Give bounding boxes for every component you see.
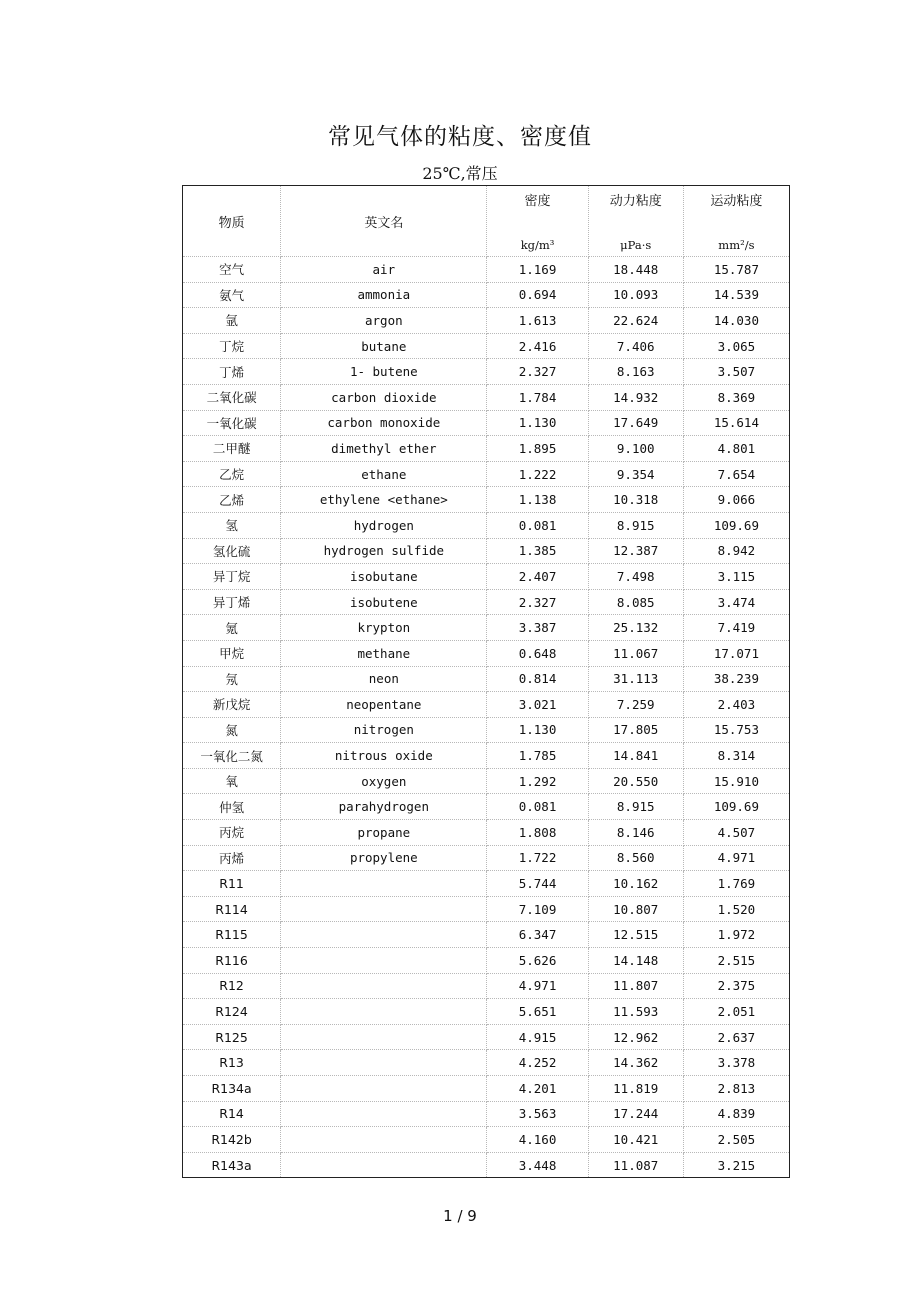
cell-dynamic-viscosity: 10.093 [588,282,683,308]
page-number: 1 / 9 [443,1207,477,1225]
cell-dynamic-viscosity: 17.244 [588,1101,683,1127]
cell-density: 0.648 [487,640,588,666]
cell-kinematic-viscosity: 8.314 [683,743,789,769]
cell-density: 3.448 [487,1152,588,1178]
cell-english-name [281,999,487,1025]
cell-dynamic-viscosity: 8.915 [588,794,683,820]
gas-properties-table [182,185,790,1178]
cell-dynamic-viscosity: 14.841 [588,743,683,769]
cell-density: 1.722 [487,845,588,871]
cell-kinematic-viscosity: 7.419 [683,615,789,641]
cell-dynamic-viscosity: 7.498 [588,564,683,590]
cell-kinematic-viscosity: 2.375 [683,973,789,999]
cell-dynamic-viscosity: 11.807 [588,973,683,999]
cell-dynamic-viscosity: 12.387 [588,538,683,564]
cell-dynamic-viscosity: 7.259 [588,692,683,718]
cell-kinematic-viscosity: 3.507 [683,359,789,385]
cell-kinematic-viscosity: 2.051 [683,999,789,1025]
cell-density: 3.387 [487,615,588,641]
cell-kinematic-viscosity: 38.239 [683,666,789,692]
cell-english-name: nitrous oxide [281,743,487,769]
cell-dynamic-viscosity: 10.318 [588,487,683,513]
cell-density: 1.292 [487,768,588,794]
table-row [183,487,790,513]
table-row [183,768,790,794]
table-row [183,1101,790,1127]
cell-kinematic-viscosity: 109.69 [683,794,789,820]
cell-substance: 新戊烷 [183,692,281,718]
table-row [183,359,790,385]
cell-english-name: hydrogen sulfide [281,538,487,564]
cell-dynamic-viscosity: 17.649 [588,410,683,436]
cell-substance: R124 [183,999,281,1025]
cell-dynamic-viscosity: 10.807 [588,896,683,922]
table-row [183,922,790,948]
cell-kinematic-viscosity: 3.065 [683,333,789,359]
table-row [183,794,790,820]
cell-density: 0.081 [487,794,588,820]
cell-english-name [281,973,487,999]
cell-substance: 一氧化二氮 [183,743,281,769]
cell-english-name: oxygen [281,768,487,794]
cell-dynamic-viscosity: 8.560 [588,845,683,871]
table-row [183,615,790,641]
cell-substance: 二甲醚 [183,436,281,462]
cell-density: 1.613 [487,308,588,334]
cell-dynamic-viscosity: 25.132 [588,615,683,641]
cell-substance: 氢 [183,512,281,538]
cell-substance: 丙烷 [183,820,281,846]
cell-kinematic-viscosity: 15.787 [683,257,789,283]
cell-english-name: air [281,257,487,283]
cell-english-name: butane [281,333,487,359]
cell-dynamic-viscosity: 18.448 [588,257,683,283]
cell-substance: 氮 [183,717,281,743]
cell-kinematic-viscosity: 14.539 [683,282,789,308]
cell-kinematic-viscosity: 7.654 [683,461,789,487]
cell-substance: 异丁烷 [183,564,281,590]
table-row [183,820,790,846]
cell-substance: 氪 [183,615,281,641]
cell-kinematic-viscosity: 4.507 [683,820,789,846]
cell-substance: R116 [183,948,281,974]
header-substance: 物质 [183,186,281,257]
cell-english-name: ethylene <ethane> [281,487,487,513]
cell-kinematic-viscosity: 4.801 [683,436,789,462]
cell-kinematic-viscosity: 2.505 [683,1127,789,1153]
cell-density: 0.814 [487,666,588,692]
cell-density: 2.327 [487,359,588,385]
cell-substance: R115 [183,922,281,948]
cell-substance: R13 [183,1050,281,1076]
table-row [183,896,790,922]
cell-substance: 甲烷 [183,640,281,666]
table-row [183,717,790,743]
cell-substance: 乙烷 [183,461,281,487]
cell-substance: 一氧化碳 [183,410,281,436]
cell-dynamic-viscosity: 8.085 [588,589,683,615]
cell-density: 1.130 [487,717,588,743]
table-row [183,640,790,666]
table-row [183,461,790,487]
cell-density: 4.160 [487,1127,588,1153]
cell-english-name: dimethyl ether [281,436,487,462]
cell-substance: 氧 [183,768,281,794]
cell-dynamic-viscosity: 14.932 [588,384,683,410]
cell-substance: R114 [183,896,281,922]
cell-density: 4.201 [487,1076,588,1102]
cell-dynamic-viscosity: 11.067 [588,640,683,666]
table-body [183,257,790,1178]
header-density-label: 密度 [524,194,551,209]
cell-english-name: neopentane [281,692,487,718]
table-row [183,1152,790,1178]
table-header-row [183,186,790,257]
table-row [183,666,790,692]
cell-kinematic-viscosity: 4.971 [683,845,789,871]
cell-english-name [281,1152,487,1178]
cell-substance: 空气 [183,257,281,283]
table-row [183,743,790,769]
cell-dynamic-viscosity: 17.805 [588,717,683,743]
table-row [183,333,790,359]
header-kinematic-viscosity [683,186,789,257]
table-row [183,845,790,871]
cell-dynamic-viscosity: 8.915 [588,512,683,538]
table-row [183,1076,790,1102]
cell-density: 3.021 [487,692,588,718]
header-kinematic-viscosity-unit: mm²/s [718,238,755,252]
cell-substance: 丙烯 [183,845,281,871]
cell-english-name [281,922,487,948]
cell-substance: R14 [183,1101,281,1127]
cell-english-name: isobutane [281,564,487,590]
cell-english-name [281,896,487,922]
cell-english-name: argon [281,308,487,334]
cell-substance: 乙烯 [183,487,281,513]
table-row [183,257,790,283]
document-title: 常见气体的粘度、密度值 [328,124,592,150]
document-subtitle: 25℃,常压 [422,164,498,183]
cell-substance: R143a [183,1152,281,1178]
table-row [183,1127,790,1153]
header-density-unit: kg/m³ [520,238,555,252]
cell-dynamic-viscosity: 14.362 [588,1050,683,1076]
cell-density: 2.327 [487,589,588,615]
header-density [487,186,588,257]
cell-english-name [281,871,487,897]
cell-english-name: carbon dioxide [281,384,487,410]
cell-english-name: propane [281,820,487,846]
cell-english-name [281,1127,487,1153]
cell-density: 1.808 [487,820,588,846]
cell-density: 2.407 [487,564,588,590]
cell-substance: 丁烯 [183,359,281,385]
cell-density: 1.385 [487,538,588,564]
cell-kinematic-viscosity: 15.910 [683,768,789,794]
table-row [183,973,790,999]
table-row [183,512,790,538]
table-row [183,999,790,1025]
cell-kinematic-viscosity: 1.972 [683,922,789,948]
cell-density: 1.138 [487,487,588,513]
cell-dynamic-viscosity: 14.148 [588,948,683,974]
header-english-name: 英文名 [281,186,487,257]
cell-english-name [281,1101,487,1127]
cell-substance: 氢化硫 [183,538,281,564]
cell-english-name [281,948,487,974]
cell-kinematic-viscosity: 3.474 [683,589,789,615]
cell-dynamic-viscosity: 10.421 [588,1127,683,1153]
cell-substance: 二氧化碳 [183,384,281,410]
cell-kinematic-viscosity: 2.637 [683,1024,789,1050]
cell-density: 1.169 [487,257,588,283]
table-row [183,538,790,564]
cell-kinematic-viscosity: 2.813 [683,1076,789,1102]
cell-kinematic-viscosity: 109.69 [683,512,789,538]
cell-kinematic-viscosity: 4.839 [683,1101,789,1127]
cell-density: 1.895 [487,436,588,462]
cell-kinematic-viscosity: 15.614 [683,410,789,436]
cell-kinematic-viscosity: 15.753 [683,717,789,743]
cell-english-name: ethane [281,461,487,487]
cell-density: 1.784 [487,384,588,410]
cell-density: 2.416 [487,333,588,359]
header-kinematic-viscosity-label: 运动粘度 [710,194,763,209]
cell-density: 7.109 [487,896,588,922]
cell-density: 5.651 [487,999,588,1025]
cell-english-name: neon [281,666,487,692]
cell-density: 6.347 [487,922,588,948]
cell-substance: R11 [183,871,281,897]
cell-dynamic-viscosity: 10.162 [588,871,683,897]
table-row [183,282,790,308]
cell-dynamic-viscosity: 22.624 [588,308,683,334]
cell-substance: 氖 [183,666,281,692]
cell-english-name: ammonia [281,282,487,308]
cell-english-name: carbon monoxide [281,410,487,436]
cell-kinematic-viscosity: 2.515 [683,948,789,974]
table-row [183,564,790,590]
cell-substance: R142b [183,1127,281,1153]
cell-dynamic-viscosity: 31.113 [588,666,683,692]
cell-substance: 氩 [183,308,281,334]
cell-dynamic-viscosity: 7.406 [588,333,683,359]
header-dynamic-viscosity-label: 动力粘度 [609,194,662,209]
table-row [183,589,790,615]
cell-english-name: propylene [281,845,487,871]
table-row [183,1024,790,1050]
cell-density: 4.252 [487,1050,588,1076]
cell-kinematic-viscosity: 3.378 [683,1050,789,1076]
table-row [183,948,790,974]
table-row [183,692,790,718]
cell-kinematic-viscosity: 1.769 [683,871,789,897]
cell-english-name: hydrogen [281,512,487,538]
cell-dynamic-viscosity: 11.087 [588,1152,683,1178]
cell-substance: 丁烷 [183,333,281,359]
cell-kinematic-viscosity: 3.215 [683,1152,789,1178]
cell-density: 5.744 [487,871,588,897]
header-dynamic-viscosity [588,186,683,257]
table-row [183,436,790,462]
cell-substance: 仲氢 [183,794,281,820]
cell-english-name [281,1024,487,1050]
cell-english-name: isobutene [281,589,487,615]
cell-kinematic-viscosity: 3.115 [683,564,789,590]
cell-density: 4.915 [487,1024,588,1050]
cell-english-name: nitrogen [281,717,487,743]
table-row [183,871,790,897]
cell-dynamic-viscosity: 9.100 [588,436,683,462]
table-row [183,384,790,410]
cell-substance: 氨气 [183,282,281,308]
cell-english-name: methane [281,640,487,666]
cell-density: 4.971 [487,973,588,999]
cell-english-name: 1- butene [281,359,487,385]
cell-substance: R134a [183,1076,281,1102]
cell-substance: R125 [183,1024,281,1050]
cell-kinematic-viscosity: 1.520 [683,896,789,922]
cell-english-name [281,1050,487,1076]
cell-dynamic-viscosity: 11.819 [588,1076,683,1102]
header-dynamic-viscosity-unit: μPa·s [620,238,652,252]
table-row [183,410,790,436]
cell-density: 3.563 [487,1101,588,1127]
cell-substance: R12 [183,973,281,999]
cell-english-name [281,1076,487,1102]
cell-density: 0.694 [487,282,588,308]
table-row [183,308,790,334]
cell-dynamic-viscosity: 20.550 [588,768,683,794]
cell-kinematic-viscosity: 9.066 [683,487,789,513]
cell-kinematic-viscosity: 14.030 [683,308,789,334]
table-row [183,1050,790,1076]
cell-kinematic-viscosity: 8.942 [683,538,789,564]
cell-density: 1.130 [487,410,588,436]
cell-substance: 异丁烯 [183,589,281,615]
cell-dynamic-viscosity: 12.962 [588,1024,683,1050]
cell-density: 1.785 [487,743,588,769]
cell-english-name: parahydrogen [281,794,487,820]
cell-kinematic-viscosity: 8.369 [683,384,789,410]
cell-dynamic-viscosity: 8.163 [588,359,683,385]
cell-dynamic-viscosity: 12.515 [588,922,683,948]
cell-dynamic-viscosity: 9.354 [588,461,683,487]
cell-density: 1.222 [487,461,588,487]
cell-dynamic-viscosity: 8.146 [588,820,683,846]
cell-kinematic-viscosity: 2.403 [683,692,789,718]
cell-density: 0.081 [487,512,588,538]
cell-dynamic-viscosity: 11.593 [588,999,683,1025]
cell-english-name: krypton [281,615,487,641]
cell-density: 5.626 [487,948,588,974]
cell-kinematic-viscosity: 17.071 [683,640,789,666]
